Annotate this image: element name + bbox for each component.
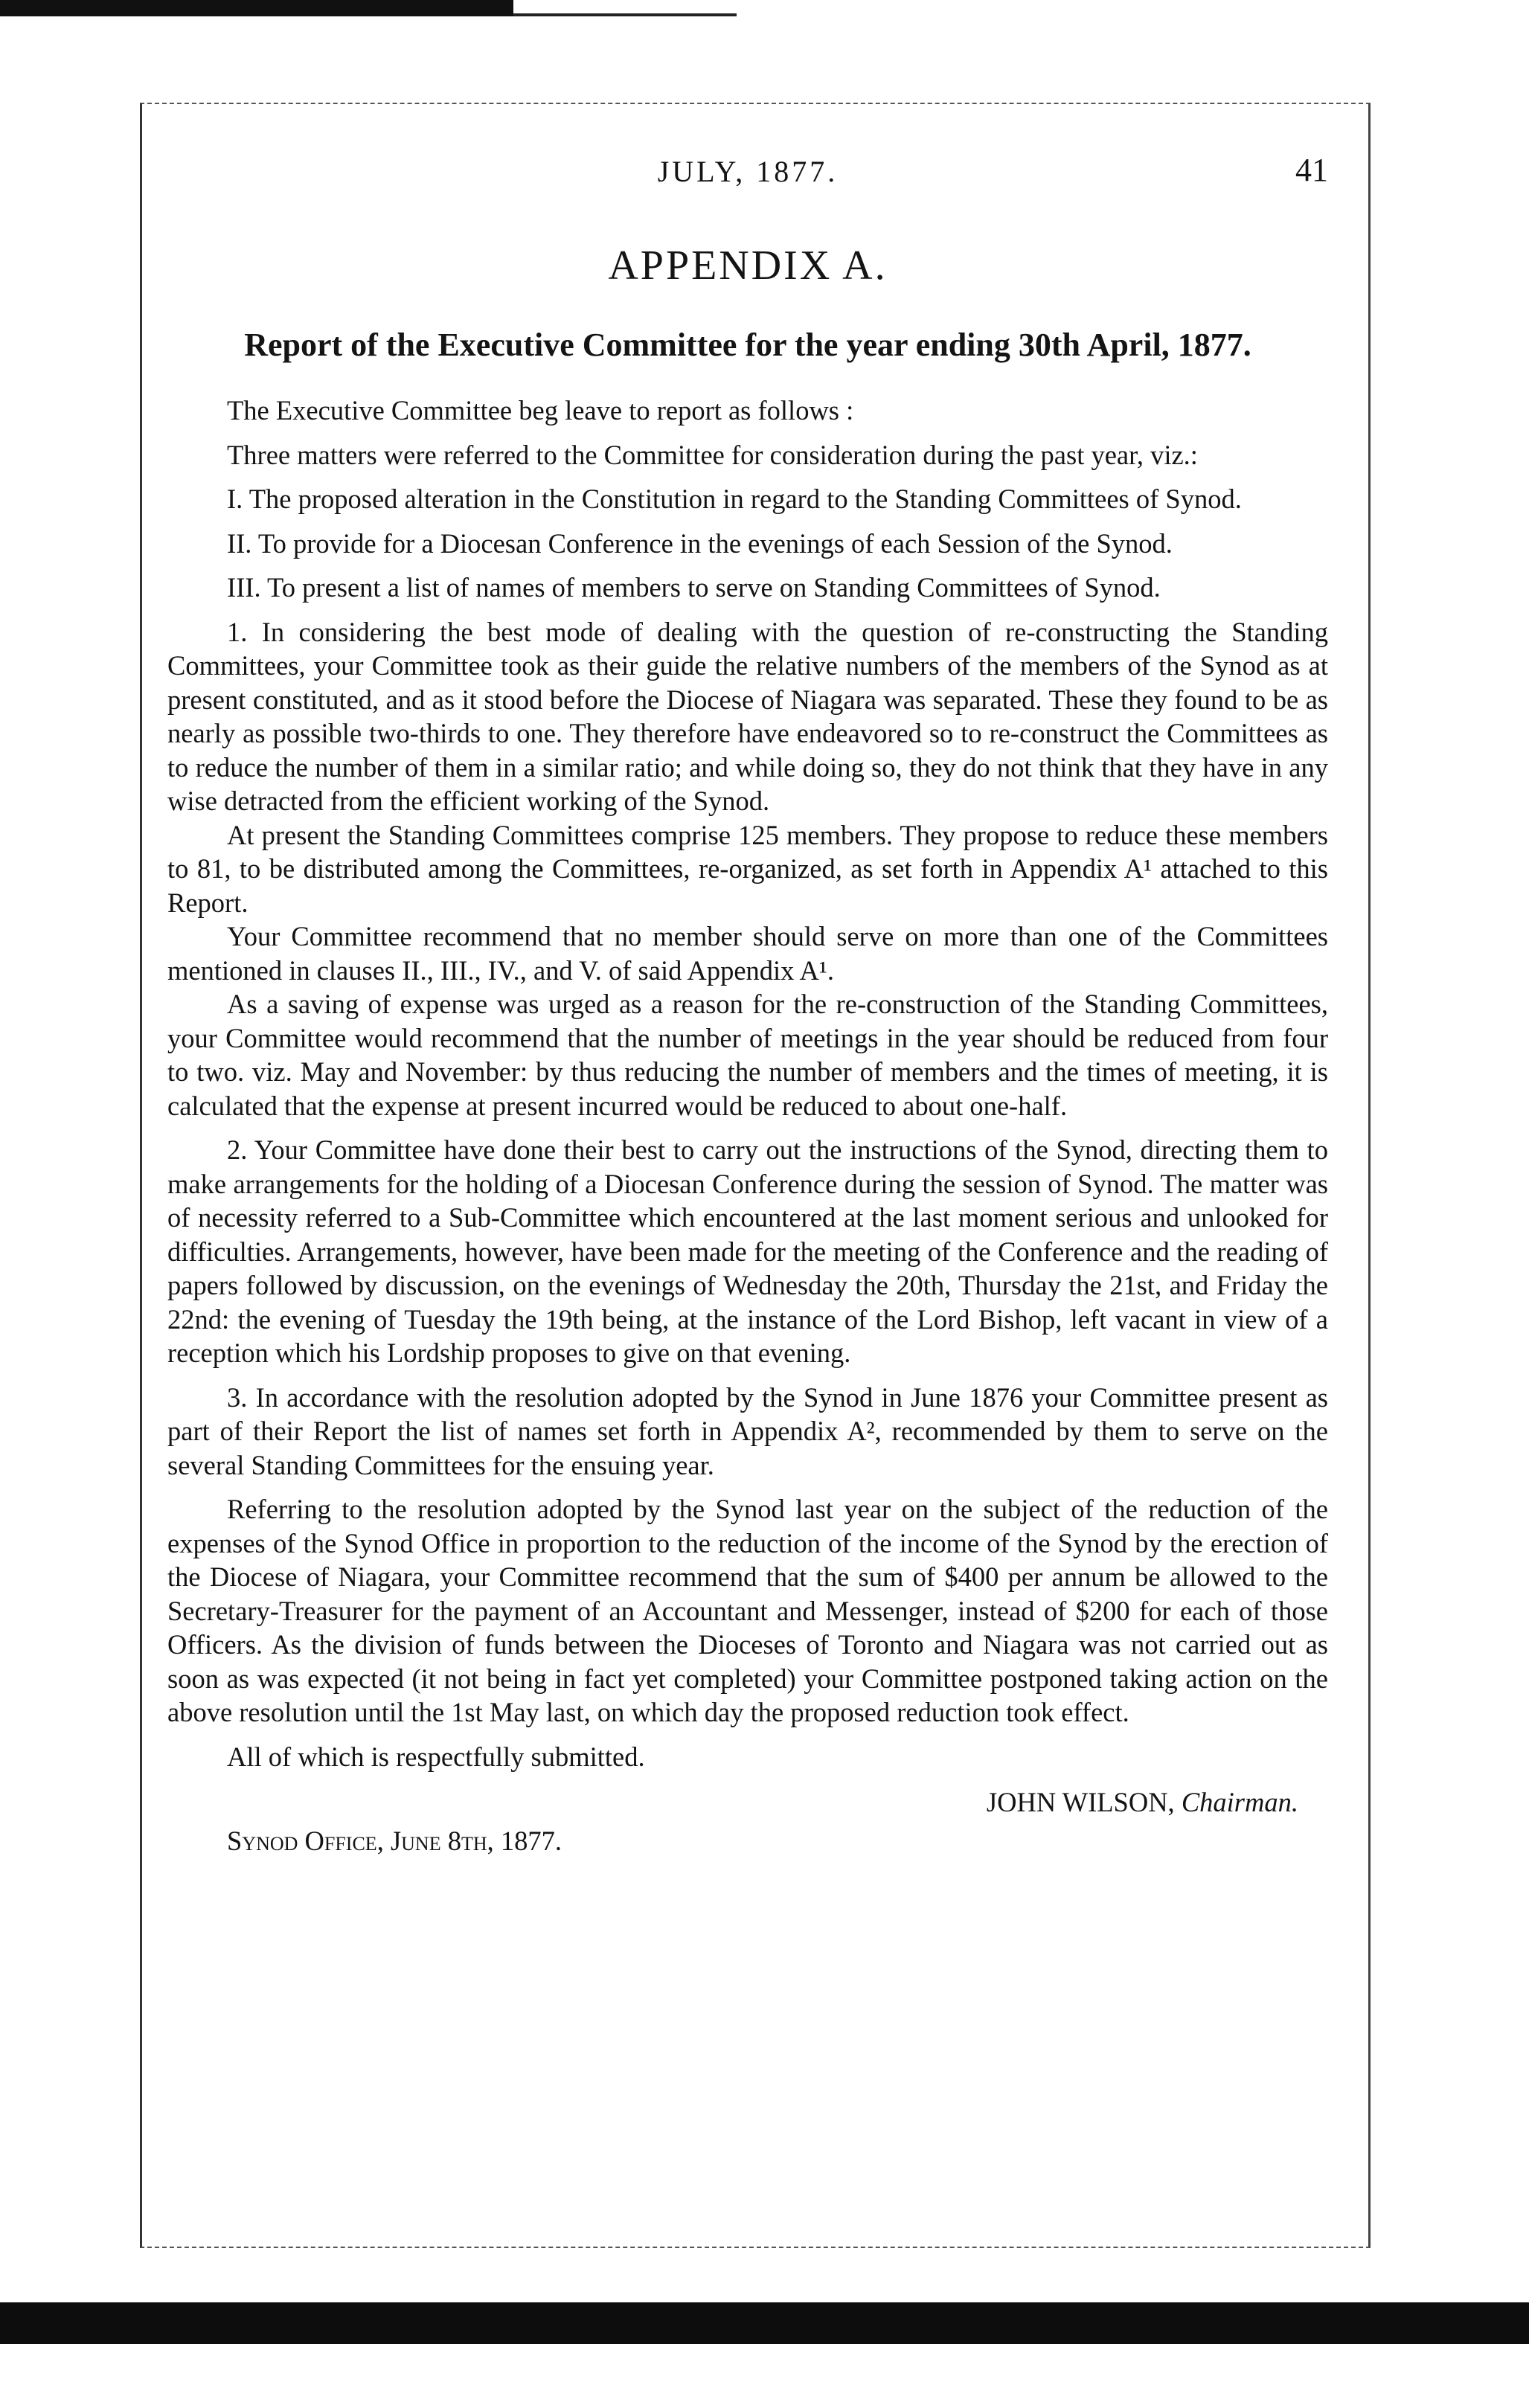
report-title: Report of the Executive Committee for the year ending 30th April, 1877. xyxy=(244,327,1251,363)
office-line: Synod Office, June 8th, 1877. xyxy=(227,1825,562,1856)
matters-paragraph: Three matters were referred to the Committee for consideration during the past year, viz.: xyxy=(227,439,1198,470)
intro-paragraph: The Executive Committee beg leave to report as follows : xyxy=(227,395,854,426)
page-header xyxy=(167,145,1328,205)
running-head: JULY, 1877. xyxy=(657,155,839,188)
closing-paragraph: All of which is respectfully submitted. xyxy=(227,1741,645,1772)
list-item: I. The proposed alteration in the Constitution in regard to the Standing Committees of Synod. xyxy=(227,484,1242,514)
scan-bottom-bar xyxy=(0,2302,1529,2344)
signature-name: JOHN WILSON, xyxy=(986,1787,1175,1817)
body-paragraph: 1. In considering the best mode of dealing with the question of re-constructing the Standing Committees, your Committee took as their guide the relative numbers of the members of the Synod as at present constituted, and as it stood before the Diocese of Niagara was separated. These they found to be as nearly as possible two-thirds to one. They therefore have endeavored so to re-construct the Committees as to reduce the number of them in a similar ratio; and while doing so, they do not think that they have in any wise detracted from the efficient working of the Synod. xyxy=(167,616,1328,816)
signature xyxy=(167,1785,1328,1820)
document-page xyxy=(167,145,1328,1858)
signature-title: Chairman. xyxy=(1181,1787,1298,1817)
body-paragraph: Your Committee recommend that no member should serve on more than one of the Committees mentioned in clauses II., III., IV., and V. of said Appendix A¹. xyxy=(167,921,1328,986)
scan-top-bar xyxy=(0,0,513,16)
page-number: 41 xyxy=(1295,152,1328,188)
scan-top-rule xyxy=(513,13,737,16)
body-paragraph: As a saving of expense was urged as a reason for the re-construction of the Standing Committees, your Committee would recommend that the number of meetings in the year should be reduced from four to two. viz. May and November: by thus reducing the number of members and the times of meeting, it is calculated that the expense at present incurred would be reduced to about one-half. xyxy=(167,989,1328,1121)
body-paragraph: 3. In accordance with the resolution adopted by the Synod in June 1876 your Committee present as part of their Report the list of names set forth in Appendix A², recommended by them to serve on the several Standing Committees for the ensuing year. xyxy=(167,1381,1328,1480)
body-paragraph: At present the Standing Committees comprise 125 members. They propose to reduce these members to 81, to be distributed among the Committees, re-organized, as set forth in Appendix A¹ attached to this Report. xyxy=(167,819,1328,918)
list-item: III. To present a list of names of members to serve on Standing Committees of Synod. xyxy=(227,572,1161,603)
body-paragraph: Referring to the resolution adopted by the Synod last year on the subject of the reduction of the expenses of the Synod Office in proportion to the reduction of the income of the Synod by the erection of the Diocese of Niagara, your Committee recommend that the sum of $400 per annum be allowed to the Secretary-Treasurer for the payment of an Accountant and Messenger, instead of $200 for each of those Officers. As the division of funds between the Dioceses of Toronto and Niagara was not carried out as soon as was expected (it not being in fact yet completed) your Committee postponed taking action on the above resolution until the 1st May last, on which day the proposed reduction took effect. xyxy=(167,1494,1328,1727)
body-paragraph: 2. Your Committee have done their best to carry out the instructions of the Synod, directing them to make arrangements for the holding of a Diocesan Conference during the session of Synod. The matter was of necessity referred to a Sub-Committee which encountered at the last moment serious and unlooked for difficulties. Arrangements, however, have been made for the meeting of the Conference and the reading of papers followed by discussion, on the evenings of Wednesday the 20th, Thursday the 21st, and Friday the 22nd: the evening of Tuesday the 19th being, at the instance of the Lord Bishop, left vacant in view of a reception which his Lordship proposes to give on that evening. xyxy=(167,1134,1328,1368)
appendix-title: APPENDIX A. xyxy=(608,243,888,289)
list-item: II. To provide for a Diocesan Conference in the evenings of each Session of the Synod. xyxy=(227,527,1173,559)
